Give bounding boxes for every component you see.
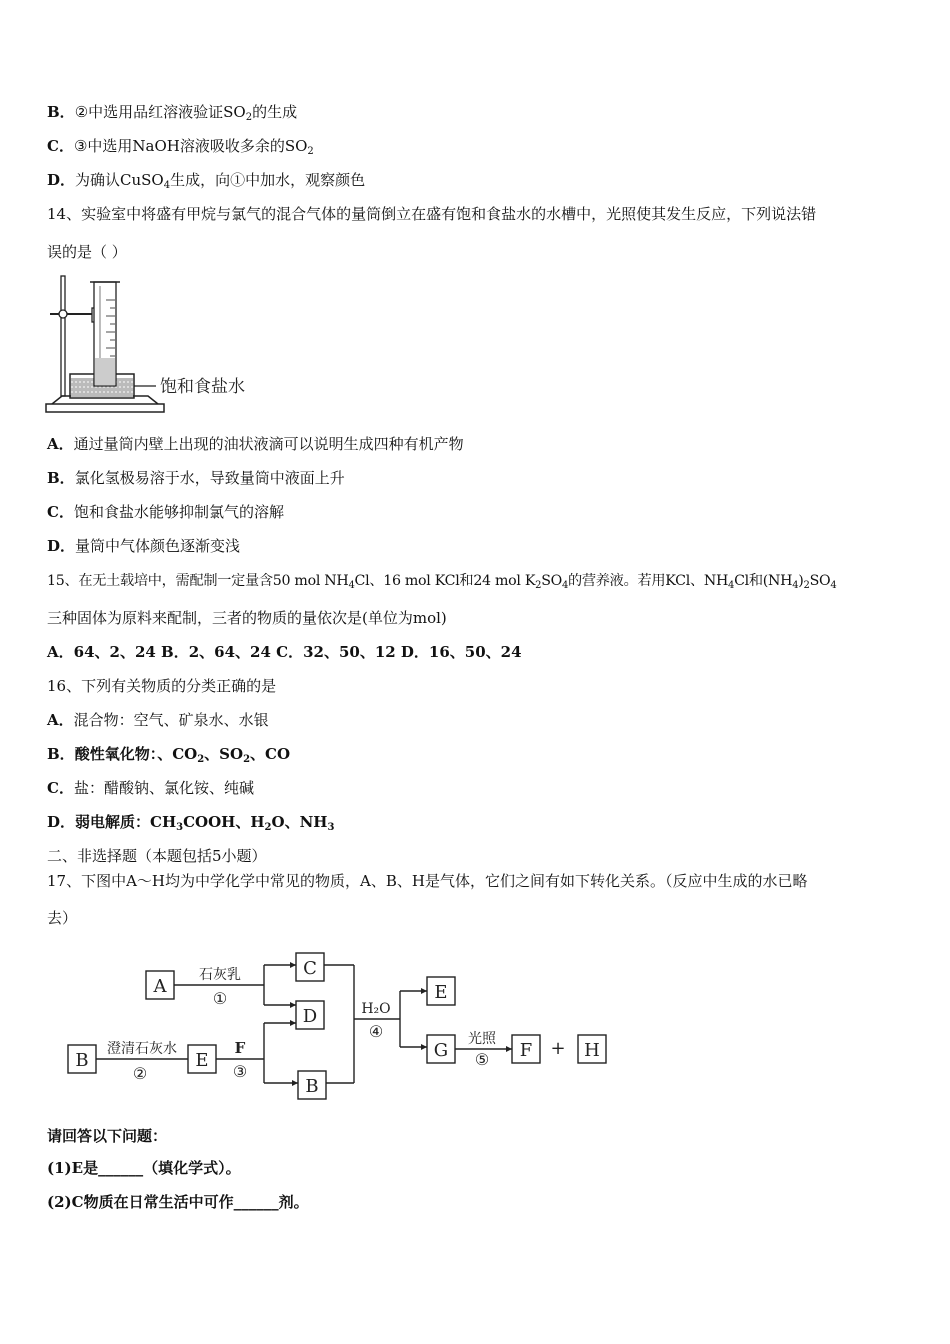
label-clear-lime-water: 澄清石灰水 [107, 1041, 177, 1057]
label-step-5: ⑤ [474, 1050, 490, 1069]
q16-option-b: B．酸性氧化物：、$CO_2$、$SO_2$、CO [47, 745, 291, 765]
q17-reaction-diagram [60, 945, 620, 1115]
box-c: C [303, 958, 317, 979]
box-d: D [302, 1006, 318, 1027]
q16-option-a: A．混合物：空气、矿泉水、水银 [47, 711, 269, 729]
q16-option-c: C．盐：醋酸钠、氯化铵、纯碱 [47, 779, 254, 797]
box-b-bottom: B [305, 1076, 319, 1097]
q17-stem-line1: 17、下图中A～H均为中学化学中常见的物质，A、B、H是气体，它们之间有如下转化关系。（反应中生成的水已略 [47, 872, 808, 890]
box-e-right: E [434, 982, 448, 1003]
q14-apparatus-figure [44, 270, 274, 418]
label-lime-milk: 石灰乳 [199, 967, 241, 983]
label-water: H₂O [361, 1001, 391, 1017]
q14-stem-line2: 误的是（ ） [47, 243, 127, 261]
q13-option-c: C．③中选用NaOH溶液吸收多余的$SO_2$ [47, 137, 314, 157]
label-step-3: ③ [232, 1062, 248, 1081]
q14-option-b: B．氯化氢极易溶于水，导致量筒中液面上升 [47, 469, 345, 487]
box-e-mid: E [195, 1050, 209, 1071]
q13-option-b: B．②中选用品红溶液验证$SO_2$的生成 [47, 103, 298, 123]
q17-question-1: (1)E是______（填化学式）。 [47, 1159, 241, 1177]
label-step-2: ② [132, 1064, 148, 1083]
q17-question-2: (2)C物质在日常生活中可作______剂。 [47, 1193, 309, 1211]
label-step-1: ① [212, 989, 228, 1008]
section-heading: 二、非选择题（本题包括5小题） [47, 847, 267, 865]
q14-option-a: A．通过量筒内壁上出现的油状液滴可以说明生成四种有机产物 [47, 435, 464, 453]
q14-option-d: D．量筒中气体颜色逐渐变浅 [47, 537, 241, 555]
label-step-4: ④ [368, 1022, 384, 1041]
q14-stem-line1: 14、实验室中将盛有甲烷与氯气的混合气体的量筒倒立在盛有饱和食盐水的水槽中，光照使其发生反应，下列说法错 [47, 205, 817, 223]
q17-stem-line2: 去） [47, 909, 78, 927]
q16-option-d: D．弱电解质：$CH_3COOH$、$H_2O$、$NH_3$ [47, 813, 335, 833]
q17-prompt: 请回答以下问题： [47, 1127, 168, 1145]
label-plus: + [550, 1038, 566, 1059]
box-a: A [153, 976, 167, 997]
label-light: 光照 [468, 1031, 496, 1047]
q15-options: A．64、2、24 B．2、64、24 C．32、50、12 D．16、50、24 [47, 643, 522, 661]
q16-stem: 16、下列有关物质的分类正确的是 [47, 677, 277, 695]
saturated-brine-label: 饱和食盐水 [160, 377, 245, 397]
q13-option-d: D．为确认CuSO$_4$生成，向①中加水，观察颜色 [47, 171, 366, 191]
box-f: F [519, 1040, 533, 1061]
q15-stem-line1: 15、在无土载培中，需配制一定量含50 mol $NH_4Cl$、16 mol KCl和24 mol $K_2SO_4$的营养液。若用KCl、$NH_4Cl$和$(NH_4)_2SO_4$ [47, 573, 837, 591]
q14-option-c: C．饱和食盐水能够抑制氯气的溶解 [47, 503, 284, 521]
box-b-left: B [75, 1050, 89, 1071]
box-g: G [433, 1040, 449, 1061]
q15-stem-line2: 三种固体为原料来配制，三者的物质的量依次是(单位为mol) [47, 609, 447, 627]
box-h: H [584, 1040, 600, 1061]
label-f: F [234, 1039, 246, 1057]
